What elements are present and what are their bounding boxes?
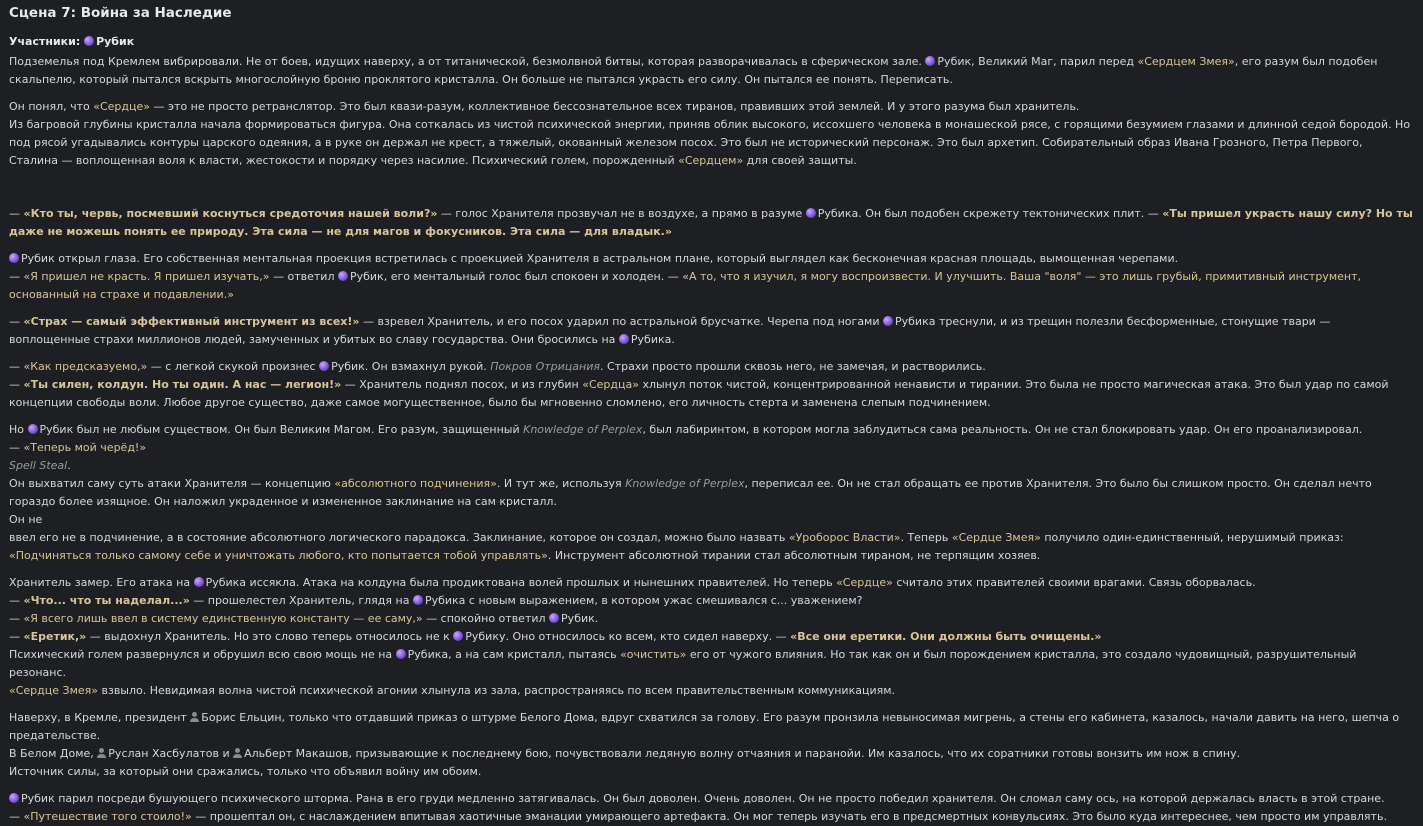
narration-text: . Он взмахнул рукой. bbox=[364, 360, 491, 373]
narration-text: был не любым существом. Он был Великим Магом. Его разум, защищенный bbox=[73, 423, 524, 436]
narration-text: получило один-единственный, нерушимый приказ: bbox=[1040, 531, 1344, 544]
narration-text: В Белом Доме, bbox=[9, 747, 98, 760]
narration-text: — спокойно ответил bbox=[422, 612, 550, 625]
narration-text: его от чужого влияния. Но так как он и был порождением кристалла, это создало чудовищный, разрушительный резонанс. bbox=[9, 648, 1357, 679]
narration-text: . Теперь bbox=[900, 531, 952, 544]
story-body bbox=[9, 53, 1414, 826]
dialogue-quote: «Путешествие того стоило!» bbox=[23, 810, 192, 823]
dialogue-quote: «Теперь мой черёд!» bbox=[23, 441, 147, 454]
narration-text: Он не bbox=[9, 513, 43, 526]
purple-orb-icon bbox=[619, 334, 629, 344]
narration-text: для своей защиты. bbox=[743, 154, 857, 167]
narration-text: хлынул поток чистой, концентрированной ненависти и тирании. Это была не просто магическая атака. Это был удар по самой концепции свободы воли. Любое другое существо, даже самое могущественное, было бы мгновенно сломлено, его личность стерта и заменена слепым подчинением. bbox=[9, 378, 1389, 409]
narration-text: открыл глаза. Его собственная ментальная проекция встретилась с проекцией Хранителя в астральном плане, который выглядел как бесконечная красная площадь, вымощенная черепами. bbox=[54, 252, 1179, 265]
dialogue-quote-bold: «Что... что ты наделал...» bbox=[23, 594, 190, 607]
narration-text: , а на сам кристалл, пытаясь bbox=[448, 648, 621, 661]
narration-text: Он понял, что bbox=[9, 100, 94, 113]
narration-text: иссякла. Атака на колдуна была продиктована волей прошлых и нынешних правителей. Но теперь bbox=[246, 576, 837, 589]
narration-text: Подземелья под Кремлем вибрировали. Не от боев, идущих наверху, а от титанической, безмолвной битвы, которая разворачивалась в сферическом зале. bbox=[9, 55, 926, 68]
purple-orb-icon bbox=[806, 208, 816, 218]
narration-text: — bbox=[9, 612, 24, 625]
narration-text: с новым выражением, в котором ужас смешивался с... уважением? bbox=[465, 594, 863, 607]
purple-orb-icon bbox=[319, 361, 329, 371]
dialogue-quote: «А то, что я изучил, я могу воспроизвести. И улучшить. Ваша "воля" — это лишь грубый, примитивный инструмент, основанный на страхе и подавлении.» bbox=[9, 270, 1361, 301]
narration-text: Но bbox=[9, 423, 28, 436]
narration-text: — голос Хранителя прозвучал не в воздухе, а прямо в разуме bbox=[437, 207, 806, 220]
story-paragraph bbox=[9, 358, 1414, 412]
character-name: Рубика bbox=[205, 576, 247, 589]
character-name: Рубик bbox=[21, 252, 55, 265]
character-name: Рубика bbox=[407, 648, 449, 661]
narration-text: . Он был подобен скрежету тектонических плит. — bbox=[858, 207, 1163, 220]
narration-text: . Инструмент абсолютной тирании стал абсолютным тираном, не терпящим хозяев. bbox=[547, 549, 1041, 562]
dialogue-quote: «Сердце Змея» bbox=[9, 684, 98, 697]
character-name: Рубик bbox=[331, 360, 365, 373]
character-name: Рубик bbox=[561, 612, 595, 625]
story-paragraph bbox=[9, 205, 1414, 241]
narration-text: , только что отдавший приказ о штурме Белого Дома, вдруг схватился за голову. Его разум пронзила невыносимая мигрень, а стены его кабинета, казалось, начали давить на него, шепча о предательстве. bbox=[9, 711, 1400, 742]
dialogue-quote: «Я пришел не красть. Я пришел изучать,» bbox=[23, 270, 270, 283]
dialogue-quote-bold: «Еретик,» bbox=[23, 630, 87, 643]
dialogue-quote-bold: «Все они еретики. Они должны быть очищены.» bbox=[790, 630, 1102, 643]
narration-text: . И тут же, используя bbox=[496, 477, 626, 490]
narration-text: парил посреди бушующего психического шторма. Рана в его груди медленно затягивалась. Он был доволен. Очень доволен. Он не просто победил хранителя. Он сломал саму ось, на которой держалась власть в этой стране. bbox=[54, 792, 1385, 805]
dialogue-quote: «Сердца» bbox=[582, 378, 639, 391]
dialogue-quote-bold: «Кто ты, червь, посмевший коснуться средоточия нашей воли?» bbox=[23, 207, 438, 220]
narration-text: — выдохнул Хранитель. Но это слово теперь относилось не к bbox=[86, 630, 454, 643]
narration-text: . bbox=[67, 459, 71, 472]
narration-text: — bbox=[9, 207, 24, 220]
narration-text: . Оно относилось ко всем, кто сидел наверху. — bbox=[505, 630, 791, 643]
character-name: Рубика bbox=[895, 315, 936, 328]
narration-text: , его ментальный голос был спокоен и холоден. — bbox=[383, 270, 683, 283]
purple-orb-icon bbox=[549, 613, 559, 623]
dialogue-quote: «очистить» bbox=[620, 648, 687, 661]
purple-orb-icon bbox=[194, 577, 204, 587]
narration-text: — Хранитель поднял посох, и из глубин bbox=[341, 378, 583, 391]
narration-text: — взревел Хранитель, и его посох ударил по астральной брусчатке. Черепа под ногами bbox=[359, 315, 883, 328]
person-silhouette-icon bbox=[97, 748, 106, 758]
narration-text: , был лабиринтом, в котором могла заблудиться сама реальность. Он не стал блокировать удар. Он его проанализировал. bbox=[642, 423, 1363, 436]
purple-orb-icon bbox=[9, 253, 19, 263]
participants-label: Участники: bbox=[9, 35, 81, 48]
spell-name: Knowledge of Perplex bbox=[523, 423, 643, 436]
character-name: Борис Ельцин bbox=[201, 711, 282, 724]
character-name: Руслан Хасбулатов bbox=[108, 747, 219, 760]
dialogue-quote: «Уроборос Власти» bbox=[788, 531, 901, 544]
dialogue-quote: «Сердце Змея» bbox=[951, 531, 1041, 544]
narration-text: . bbox=[594, 612, 599, 625]
narration-text: — bbox=[9, 315, 24, 328]
narration-text: ввел его не в подчинение, а в состояние абсолютного логического парадокса. Заклинание, которое он создал, можно было назвать bbox=[9, 531, 789, 544]
narration-text: — с легкой скукой произнес bbox=[147, 360, 320, 373]
narration-text: , призывающие к последнему бою, почувствовали ледяную волну отчаяния и паранойи. Им казалось, что их соратники готовы вонзить им нож в спину. bbox=[348, 747, 1241, 760]
character-name: Рубика bbox=[424, 594, 466, 607]
purple-orb-icon bbox=[453, 631, 463, 641]
story-paragraph bbox=[9, 790, 1414, 826]
character-name: Рубику bbox=[465, 630, 506, 643]
purple-orb-icon bbox=[9, 793, 19, 803]
narration-text: , Великий Маг, парил перед bbox=[971, 55, 1138, 68]
narration-text: и bbox=[218, 747, 234, 760]
narration-text: Хранитель замер. Его атака на bbox=[9, 576, 194, 589]
scene-title: Сцена 7: Война за Наследие bbox=[9, 5, 232, 21]
story-paragraph bbox=[9, 98, 1414, 170]
narration-text: — bbox=[9, 630, 24, 643]
narration-text: — bbox=[9, 594, 24, 607]
narration-text: — bbox=[9, 810, 24, 823]
narration-text: — bbox=[9, 360, 24, 373]
narration-text: считало этих правителей своими врагами. Связь оборвалась. bbox=[892, 576, 1256, 589]
character-name: Рубика bbox=[817, 207, 859, 220]
purple-orb-icon bbox=[84, 36, 94, 46]
narration-text: Он выхватил саму суть атаки Хранителя — концепцию bbox=[9, 477, 335, 490]
narration-text: — bbox=[9, 378, 24, 391]
purple-orb-icon bbox=[883, 316, 893, 326]
dialogue-quote: «Сердцем» bbox=[678, 154, 744, 167]
dialogue-quote-bold: «Ты пришел украсть нашу силу? Но ты даже не можешь понять ее природу. Эта сила — не для магов и фокусников. Эта сила — для владык.» bbox=[9, 207, 1413, 238]
purple-orb-icon bbox=[28, 424, 38, 434]
person-silhouette-icon bbox=[190, 712, 199, 722]
story-paragraph bbox=[9, 250, 1414, 304]
dialogue-quote: «Как предсказуемо,» bbox=[23, 360, 148, 373]
dialogue-quote: «Сердце» bbox=[93, 100, 151, 113]
spell-name: Knowledge of Perplex bbox=[625, 477, 745, 490]
narration-text: Из багровой глубины кристалла начала формироваться фигура. Она соткалась из чистой психической энергии, приняв облик высокого, иссохшего человека в монашеской рясе, с горящими безумием глазами и длинной седой бородой. Но под рясой угадывались контуры царского одеяния, а в руке он держал не крест, а тяжелый, окованный железом посох. Это был не исторический персонаж. Это был архетип. Собирательный образ Ивана Грозного, Петра Первого, Сталина — воплощенная воля к власти, жестокости и порядку через насилие. Психический голем, порожденный bbox=[9, 118, 1411, 167]
spell-name: Покров Отрицания bbox=[490, 360, 600, 373]
narration-text: — это не просто ретранслятор. Это был квази-разум, коллективное бессознательное всех тиранов, правивших этой землей. И у этого разума был хранитель. bbox=[150, 100, 1080, 113]
narration-text: — bbox=[9, 441, 24, 454]
participant-name: Рубик bbox=[96, 35, 135, 48]
character-name: Рубик bbox=[937, 55, 972, 68]
dialogue-quote: «Я всего лишь ввел в систему единственную константу — ее саму,» bbox=[23, 612, 423, 625]
narration-text: . bbox=[671, 333, 675, 346]
dialogue-quote: «абсолютного подчинения» bbox=[334, 477, 497, 490]
narration-text: Наверху, в Кремле, президент bbox=[9, 711, 191, 724]
character-name: Рубик bbox=[39, 423, 74, 436]
narration-text: — прошептал он, с наслаждением впитывая хаотичные эманации умирающего артефакта. Он мог теперь изучать его в предсмертных конвульсиях. Это было куда интереснее, чем просто им управлять. bbox=[191, 810, 1387, 823]
dialogue-quote: «Подчиняться только самому себе и уничтожать любого, кто попытается тобой управлять» bbox=[9, 549, 548, 562]
participants-line bbox=[9, 33, 1414, 51]
narration-text: треснули, и из трещин полезли бесформенные, стонущие твари — воплощенные страхи миллионов людей, замученных и убитых во славу государства. Они бросились на bbox=[9, 315, 1331, 346]
dialogue-quote: «Сердце» bbox=[836, 576, 893, 589]
paragraph-gap bbox=[9, 179, 1414, 205]
character-name: Рубика bbox=[630, 333, 672, 346]
narration-text: — прошелестел Хранитель, глядя на bbox=[189, 594, 413, 607]
narration-text: , его разум был подобен скальпелю, который пытался вскрыть многослойную броню проклятого кристалла. Он больше не пытался украсть его силу. Он пытался ее понять. Переписать. bbox=[9, 55, 1378, 86]
story-paragraph bbox=[9, 709, 1414, 781]
narration-text: — bbox=[9, 270, 24, 283]
character-name: Рубик bbox=[349, 270, 384, 283]
character-name: Альберт Макашов bbox=[244, 747, 349, 760]
narration-text: Психический голем развернулся и обрушил всю свою мощь не на bbox=[9, 648, 396, 661]
narration-text: — ответил bbox=[269, 270, 338, 283]
story-paragraph bbox=[9, 421, 1414, 565]
story-paragraph bbox=[9, 53, 1414, 89]
dialogue-quote-bold: «Ты силен, колдун. Но ты один. А нас — легион!» bbox=[23, 378, 342, 391]
dialogue-quote-bold: «Страх — самый эффективный инструмент из всех!» bbox=[23, 315, 360, 328]
spell-name: Spell Steal bbox=[9, 459, 68, 472]
purple-orb-icon bbox=[413, 595, 423, 605]
story-paragraph bbox=[9, 574, 1414, 700]
narration-text: Источник силы, за который они сражались, только что объявил войну им обоим. bbox=[9, 765, 482, 778]
person-silhouette-icon bbox=[233, 748, 242, 758]
dialogue-quote: «Сердцем Змея» bbox=[1137, 55, 1235, 68]
narration-text: . Страхи просто прошли сквозь него, не замечая, и растворились. bbox=[600, 360, 986, 373]
purple-orb-icon bbox=[396, 649, 406, 659]
narration-text: , переписал ее. Он не стал обращать ее против Хранителя. Это было бы слишком просто. Он сделал нечто гораздо более изящное. Он наложил украденное и измененное заклинание на сам кристалл. bbox=[9, 477, 1372, 508]
story-paragraph bbox=[9, 313, 1414, 349]
purple-orb-icon bbox=[925, 56, 935, 66]
character-name: Рубик bbox=[21, 792, 55, 805]
purple-orb-icon bbox=[338, 271, 348, 281]
narration-text: взвыло. Невидимая волна чистой психической агонии хлынула из зала, распространяясь по всем правительственным коммуникациям. bbox=[97, 684, 896, 697]
